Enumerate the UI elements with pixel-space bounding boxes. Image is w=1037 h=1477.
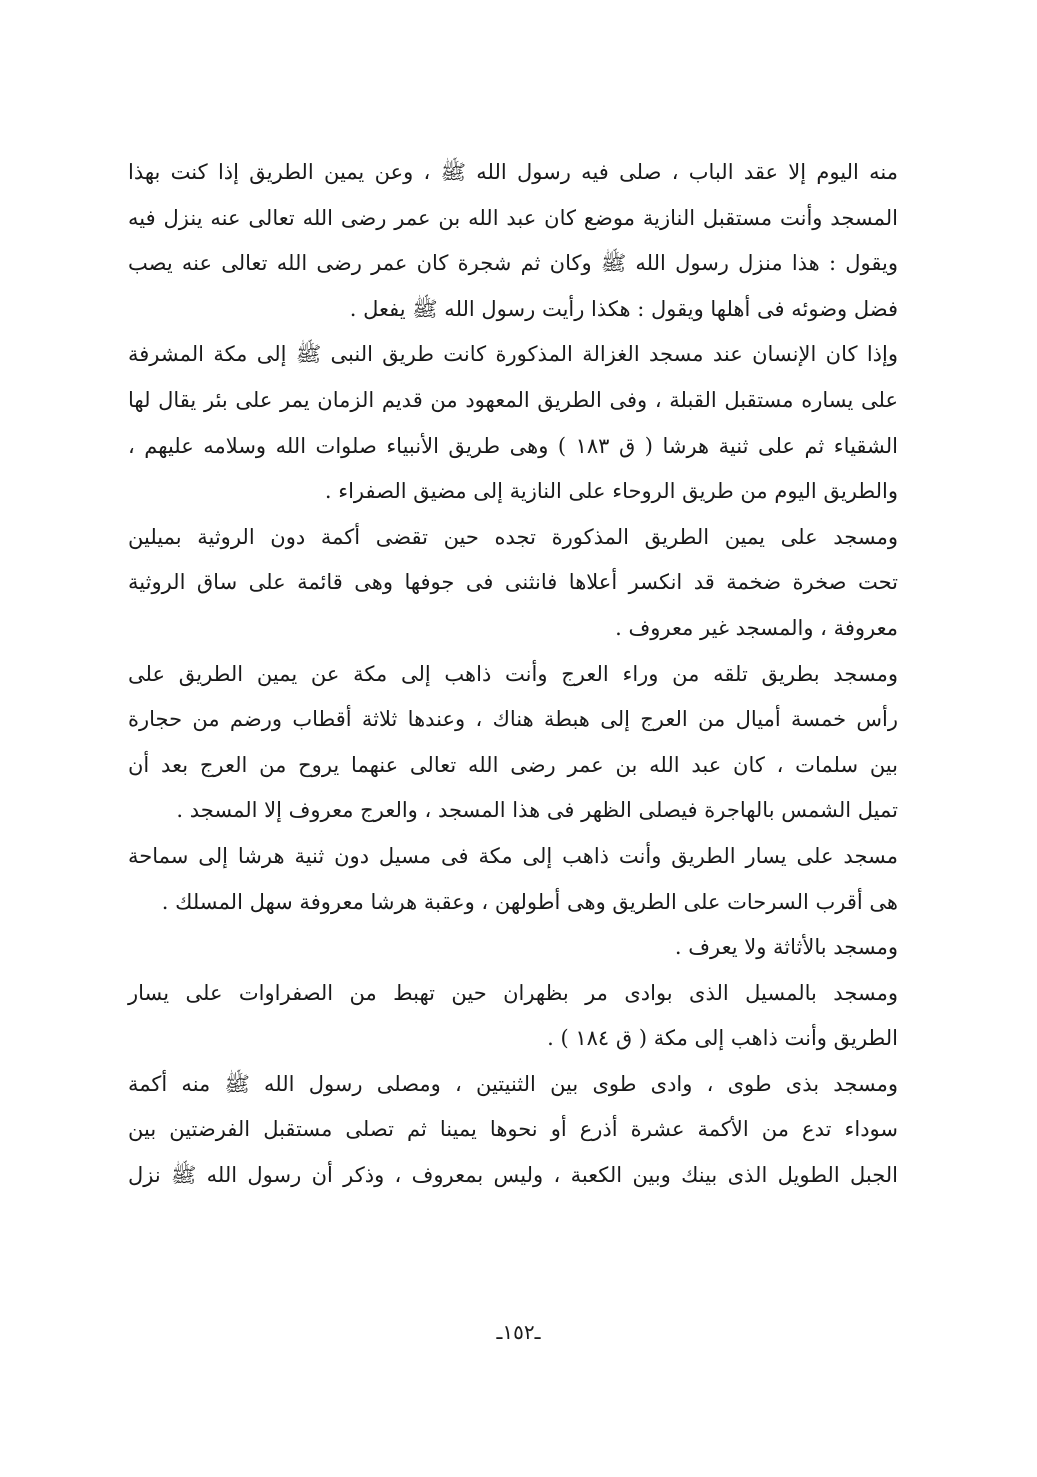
text-line: بين سلمات ، كان عبد الله بن عمر رضى الله تعالى عنهما يروح من العرج بعد أن [128, 752, 898, 777]
text-line: مسجد على يسار الطريق وأنت ذاهب إلى مكة فى مسيل دون ثنية هرشا إلى سماحة [128, 843, 898, 868]
text-line: ويقول : هذا منزل رسول الله ﷺ وكان ثم شجرة كان عمر رضى الله تعالى عنه يصب [128, 251, 898, 276]
text-line: رأس خمسة أميال من العرج إلى هبطة هناك ، وعندها ثلاثة أقطاب ورضم من حجارة [128, 707, 898, 732]
text-line: هى أقرب السرحات على الطريق وهى أطولهن ، وعقبة هرشا معروفة سهل المسلك . [161, 889, 898, 914]
text-line: فضل وضوئه فى أهلها ويقول : هكذا رأيت رسول الله ﷺ يفعل . [349, 296, 898, 321]
text-line: ومسجد بالأثاثة ولا يعرف . [674, 935, 898, 960]
text-line: ومسجد على يمين الطريق المذكورة تجده حين تقضى أكمة دون الروثية بميلين [128, 524, 898, 549]
text-line: معروفة ، والمسجد غير معروف . [615, 615, 898, 640]
text-line: ومسجد بالمسيل الذى بوادى مر بظهران حين تهبط من الصفراوات على يسار [128, 980, 898, 1005]
text-line: والطريق اليوم من طريق الروحاء على النازية إلى مضيق الصفراء . [324, 479, 898, 504]
text-line: على يساره مستقبل القبلة ، وفى الطريق المعهود من قديم الزمان يمر على بئر يقال لها [128, 387, 898, 412]
text-line: وإذا كان الإنسان عند مسجد الغزالة المذكورة كانت طريق النبى ﷺ إلى مكة المشرفة [128, 342, 898, 367]
text-line: الطريق وأنت ذاهب إلى مكة ( ق ١٨٤ ) . [547, 1026, 898, 1051]
body-text [128, 150, 898, 1199]
text-line: ومسجد بذى طوى ، وادى طوى بين الثنيتين ، ومصلى رسول الله ﷺ منه أكمة [128, 1071, 898, 1096]
text-line: الشقياء ثم على ثنية هرشا ( ق ١٨٣ ) وهى طريق الأنبياء صلوات الله وسلامه عليهم ، [128, 433, 898, 458]
text-line: تحت صخرة ضخمة قد انكسر أعلاها فانثنى فى جوفها وهى قائمة على ساق الروثية [128, 570, 898, 595]
text-line: ومسجد بطريق تلقه من وراء العرج وأنت ذاهب إلى مكة عن يمين الطريق على [128, 661, 898, 686]
text-line: تميل الشمس بالهاجرة فيصلى الظهر فى هذا المسجد ، والعرج معروف إلا المسجد . [176, 798, 898, 823]
text-line: منه اليوم إلا عقد الباب ، صلى فيه رسول الله ﷺ ، وعن يمين الطريق إذا كنت بهذا [128, 160, 898, 184]
text-line: الجبل الطويل الذى بينك وبين الكعبة ، وليس بمعروف ، وذكر أن رسول الله ﷺ نزل [128, 1163, 898, 1188]
text-line: سوداء تدع من الأكمة عشرة أذرع أو نحوها يمينا ثم تصلى مستقبل الفرضتين بين [128, 1117, 898, 1142]
page-number: ـ١٥٢ـ [496, 1320, 541, 1344]
text-line: المسجد وأنت مستقبل النازية موضع كان عبد الله بن عمر رضى الله تعالى عنه ينزل فيه [128, 205, 898, 230]
